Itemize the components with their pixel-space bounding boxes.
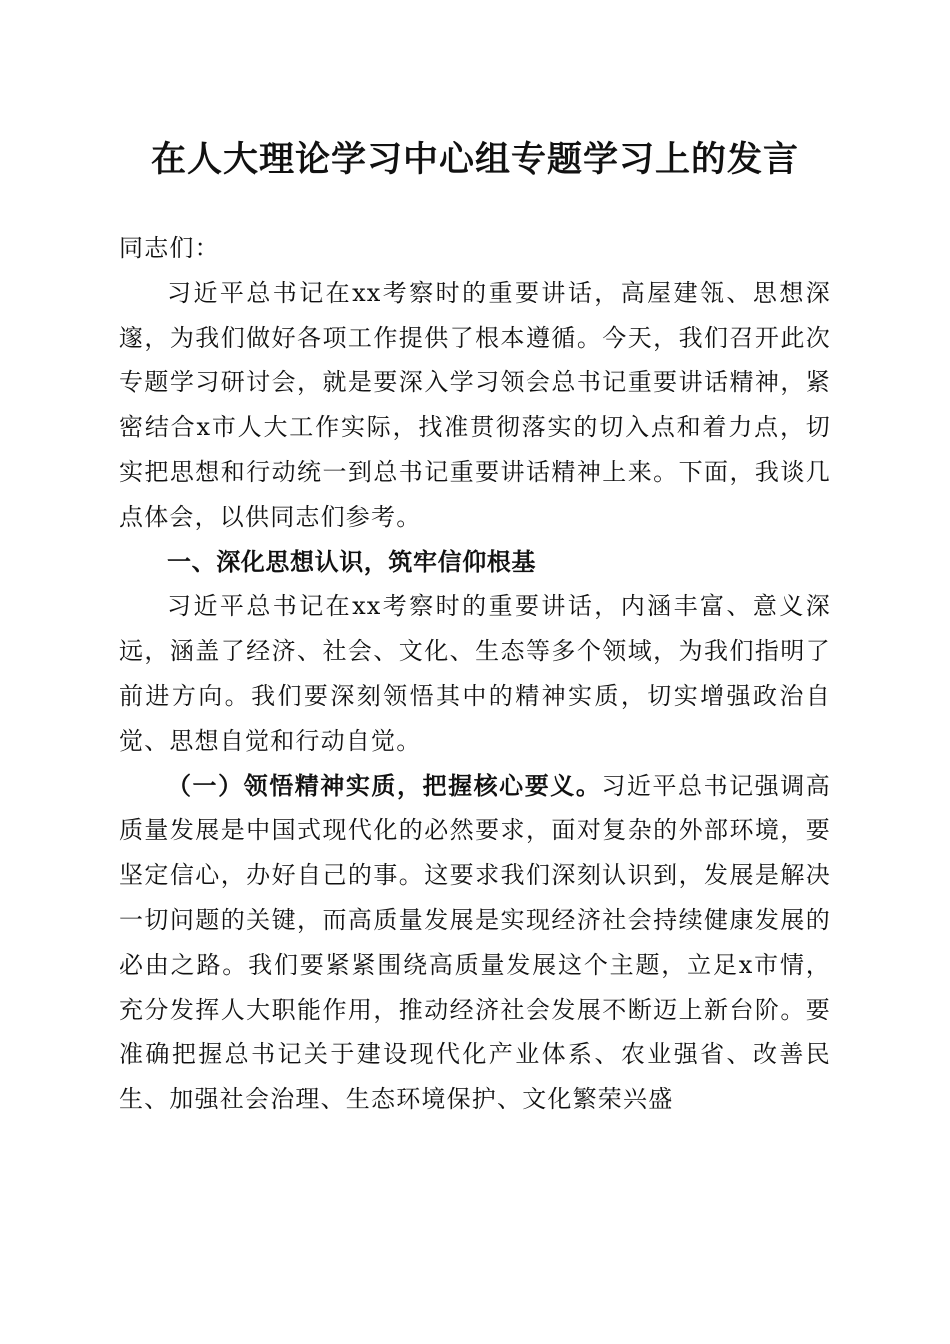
salutation: 同志们：	[119, 234, 220, 262]
document-title: 在人大理论学习中心组专题学习上的发言	[150, 139, 799, 180]
section-paragraph: 习近平总书记在xx考察时的重要讲话，内涵丰富、意义深远，涵盖了经济、社会、文化、生态等多个领域，为我们指明了前进方向。我们要深刻领悟其中的精神实质，切实增强政治自觉、思想自觉和行动自觉。	[119, 592, 831, 755]
intro-paragraph: 习近平总书记在xx考察时的重要讲话，高屋建瓴、思想深邃，为我们做好各项工作提供了根本遵循。今天，我们召开此次专题学习研讨会，就是要深入学习领会总书记重要讲话精神，紧密结合x市人大工作实际，找准贯彻落实的切入点和着力点，切实把思想和行动统一到总书记重要讲话精神上来。下面，我谈几点体会，以供同志们参考。	[119, 278, 831, 531]
section-heading: 一、深化思想认识，筑牢信仰根基	[167, 547, 536, 576]
subsection-lead: （一）领悟精神实质，把握核心要义。	[167, 770, 602, 800]
subsection-text: 习近平总书记强调高质量发展是中国式现代化的必然要求，面对复杂的外部环境，要坚定信心，办好自己的事。这要求我们深刻认识到，发展是解决一切问题的关键，而高质量发展是实现经济社会持续健康发展的必由之路。我们要紧紧围绕高质量发展这个主题，立足x市情，充分发挥人大职能作用，推动经济社会发展不断迈上新台阶。要准确把握总书记关于建设现代化产业体系、农业强省、改善民生、加强社会治理、生态环境保护、文化繁荣兴盛	[119, 771, 831, 1114]
document-body	[119, 226, 831, 1122]
subsection-paragraph	[119, 764, 831, 1122]
